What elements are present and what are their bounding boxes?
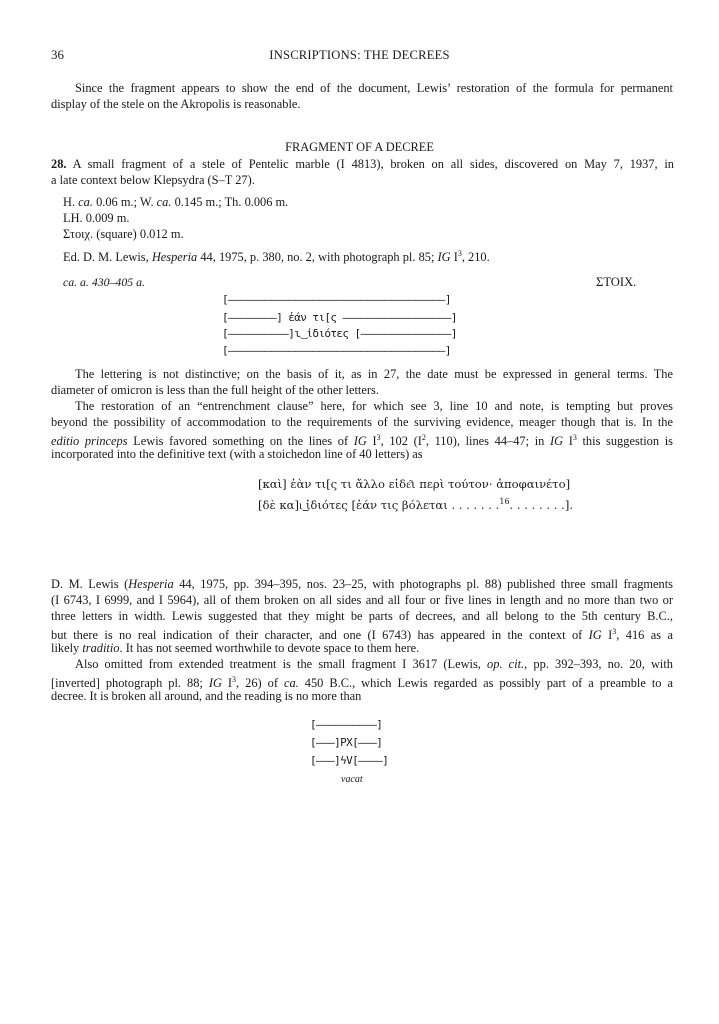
entry-number: 28.	[51, 157, 67, 171]
c-l3h: , 110), lines 44–47; in	[425, 434, 550, 449]
c-l3c: IG	[353, 434, 367, 449]
c-l3e: 3	[376, 433, 381, 442]
running-title: INSCRIPTIONS: THE DECREES	[269, 48, 450, 62]
restored-line-2	[258, 494, 573, 513]
dim-rest: 0.145 m.; Th. 0.006 m.	[174, 195, 289, 209]
c-l3i: IG	[549, 434, 564, 449]
o-l4a: but there is no real indication of their character, and one (I 6743) has appeared in the context of	[51, 628, 589, 643]
commentary-p1-line-1: The lettering is not distinctive; on the basis of it, as in 27, the date must be expressed in general terms. The	[75, 367, 673, 381]
commentary-p2-line-4: incorporated into the definitive text (with a stoichedon line of 40 letters) as	[51, 447, 423, 461]
intro-line-2: display of the stele on the Akropolis is reasonable.	[51, 97, 301, 111]
ed-end: , 210.	[461, 250, 490, 265]
o-l4b: IG	[588, 628, 602, 643]
o-l1a: D. M. Lewis (	[51, 577, 129, 591]
commentary-p1-line-2: diameter of omicron is less than the full height of the other letters.	[51, 383, 379, 397]
o-l4c: I	[601, 628, 613, 643]
restored-line-1: [καὶ] ἐὰν τι[ς τι ἄλλο εἰδε͂ι περὶ τούτον· ἀποφαινέτο]	[258, 477, 571, 491]
c-l3f: , 102 (I	[380, 434, 422, 449]
dim-h-label: H.	[63, 195, 76, 209]
inscription-line-2: [————————] ἐάν τι[ς ——————————————————]	[222, 311, 457, 324]
omitted-p2-line-3: decree. It is broken all around, and the reading is no more than	[51, 689, 362, 703]
omitted-p1-line-2: (I 6743, I 6999, and I 5964), all of them broken on all sides and all four or five lines in length and no more than two or	[51, 593, 673, 607]
dim-ca-1: ca.	[78, 195, 93, 209]
o-l5c: . It has not seemed worthwhile to devote space to them here.	[119, 641, 420, 655]
o-l5a: likely	[51, 641, 83, 655]
fragment-line-1: [——————————]	[310, 718, 383, 731]
omitted-p1-line-1	[51, 576, 673, 592]
inscription-line-3: [——————————]ι͜ ἰδιότες [———————————————]	[222, 327, 457, 340]
ed-ig: IG	[437, 250, 451, 265]
o2-l2b: IG	[208, 676, 222, 691]
o2-l2a: [inverted] photograph pl. 88;	[51, 676, 209, 691]
inscription-date: ca. a. 430–405 a.	[63, 275, 145, 289]
intro-line-1: Since the fragment appears to show the end of the document, Lewis’ restoration of the formula for permanent	[75, 81, 673, 95]
o2-l2e: , 26) of	[236, 676, 284, 691]
dim-ca-2: ca.	[156, 195, 172, 209]
ed-journal: Hesperia	[151, 250, 198, 265]
o-l4e: , 416 as a	[616, 628, 673, 643]
stoich-spacing: Στοιχ. (square) 0.012 m.	[63, 227, 184, 241]
entry-desc-line-1: A small fragment of a stele of Pentelic marble (I 4813), broken on all sides, discovered on May 7, 1937, in	[72, 157, 674, 171]
dim-h-value: 0.06 m.; W.	[96, 195, 154, 209]
fragment-line-3: [———]ϟV[————]	[310, 754, 389, 767]
c-l3j: I	[563, 434, 573, 449]
o2-l1b: op. cit.	[487, 657, 525, 671]
ed-sup: 3	[457, 249, 462, 258]
c-l3l: this suggestion is	[576, 434, 673, 449]
ed-pre: Ed. D. M. Lewis,	[63, 250, 149, 265]
edition-ref	[63, 246, 490, 265]
omitted-p1-line-5	[51, 640, 419, 656]
o-l1b: Hesperia	[128, 577, 174, 591]
restored-l2c: . . . . . . . .].	[509, 497, 574, 512]
letter-height: LH. 0.009 m.	[63, 211, 130, 225]
omitted-p1-line-3: three letters in width. Lewis suggested that they might be parts of decrees, and all belong to the 5th century B.C.,	[51, 609, 673, 623]
o2-l1a: Also omitted from extended treatment is the small fragment I 3617 (Lewis,	[75, 657, 488, 671]
inscription-line-1: [————————————————————————————————————]	[222, 293, 451, 306]
entry-desc-line-2: a late context below Klepsydra (S–T 27).	[51, 173, 255, 187]
editio-princeps: editio princeps	[51, 434, 128, 449]
c-l3k: 3	[572, 433, 577, 442]
o-l5b: traditio	[82, 641, 120, 655]
commentary-p2-line-2: beyond the possibility of accommodation to the requirements of the surviving evidence, meager though that is. In the	[51, 415, 673, 429]
c-l3g: 2	[421, 433, 426, 442]
restored-sup: 16	[499, 497, 510, 506]
o-l1c: 44, 1975, pp. 394–395, nos. 23–25, with photographs pl. 88) published three small fragments	[173, 577, 673, 591]
restored-l2b: . . . . . . .	[451, 497, 500, 512]
o2-l2g: 450 B.C., which Lewis regarded as possibly part of a preamble to a	[298, 676, 673, 691]
c-l3b: Lewis favored something on the lines of	[127, 434, 354, 449]
vacat-label: vacat	[341, 774, 363, 785]
commentary-p2-line-1: The restoration of an “entrenchment clause” here, for which see 3, line 10 and note, is tempting but proves	[75, 399, 673, 413]
omitted-p2-line-1	[75, 656, 673, 672]
restored-l2a: [δὲ κα]ι͜ ἰδιότες [ἐάν τις βόλεται	[258, 497, 448, 512]
o2-l2d: 3	[232, 675, 237, 684]
ed-ig-vol: I	[450, 250, 458, 265]
page-number: 36	[51, 47, 64, 62]
section-heading: FRAGMENT OF A DECREE	[285, 140, 434, 154]
o2-l2c: I	[221, 676, 233, 691]
c-l3d: I	[366, 434, 377, 449]
dimensions	[63, 194, 288, 210]
fragment-line-2: [———]PX[———]	[310, 736, 383, 749]
o2-l1c: , pp. 392–393, no. 20, with	[524, 657, 673, 671]
ed-mid: 44, 1975, p. 380, no. 2, with photograph pl. 85;	[200, 250, 435, 265]
o2-l2f: ca.	[283, 676, 299, 691]
o-l4d: 3	[612, 627, 617, 636]
stoichedon-label: ΣΤΟΙΧ.	[596, 275, 637, 289]
inscription-line-4: [————————————————————————————————————]	[222, 344, 451, 357]
entry-description	[51, 156, 674, 172]
